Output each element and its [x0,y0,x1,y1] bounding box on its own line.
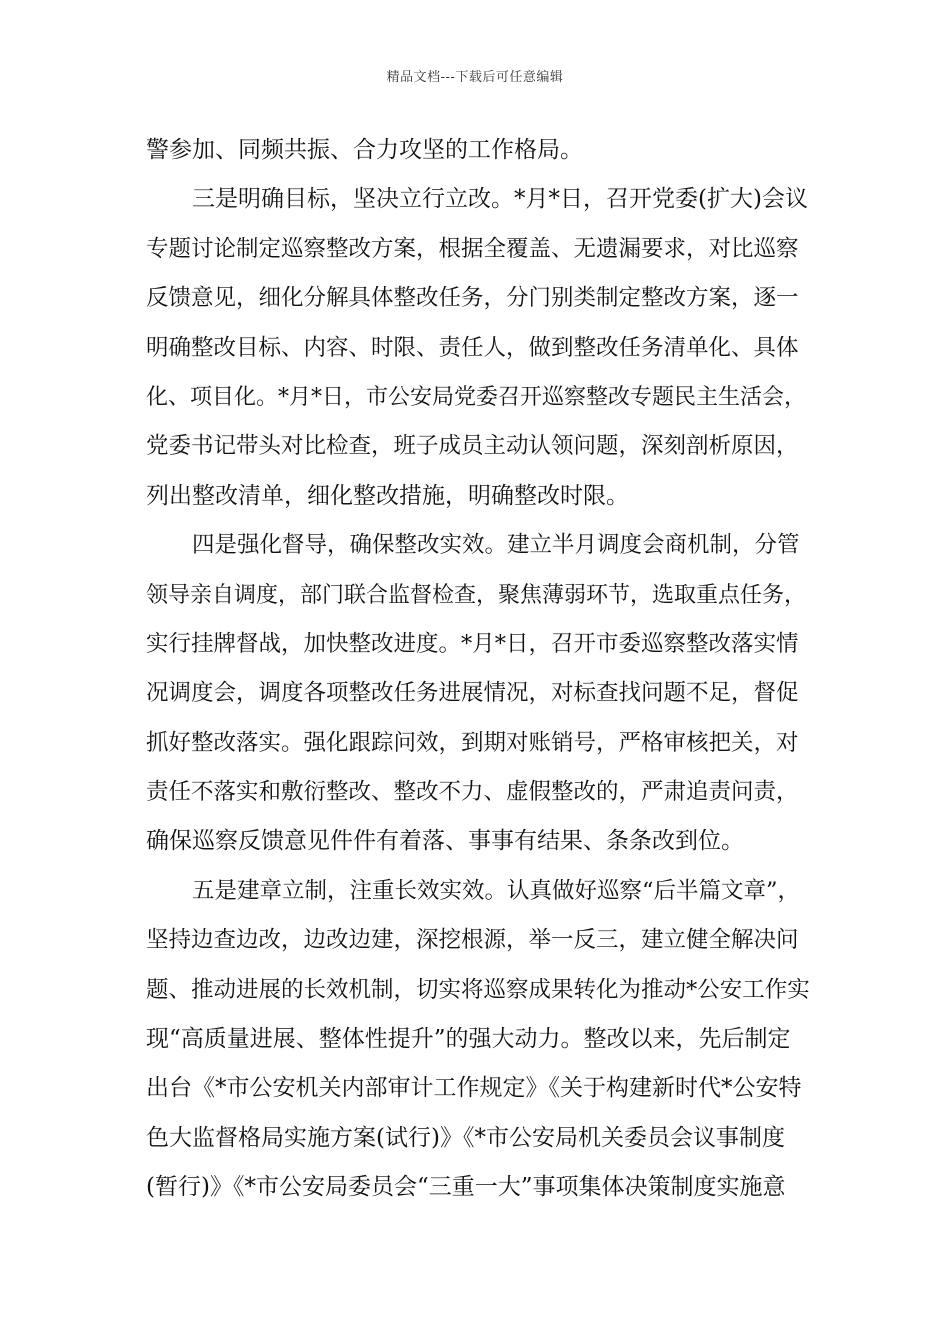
text-line: (暂行)》《*市公安局委员会“三重一大”事项集体决策制度实施意 [146,1174,786,1201]
text-line: 化、项目化。*月*日，市公安局党委召开巡察整改专题民主生活会， [146,384,807,410]
paragraph-first-line: 五是建章立制，注重长效实效。认真做好巡察“后半篇文章”， [192,877,801,904]
text-line: 实行挂牌督战，加快整改进度。*月*日，召开市委巡察整改落实情 [146,630,799,657]
text-line: 现“高质量进展、整体性提升”的强大动力。整改以来，先后制定 [146,1026,791,1053]
text-line: 色大监督格局实施方案(试行)》《*市公安局机关委员会议事制度 [146,1124,785,1151]
text-line: 出台《*市公安机关内部审计工作规定》《关于构建新时代*公安特 [146,1075,802,1102]
text-line: 责任不落实和敷衍整改、整改不力、虚假整改的，严肃追责问责， [146,779,799,806]
text-line: 明确整改目标、内容、时限、责任人，做到整改任务清单化、具体 [146,334,799,361]
text-line: 党委书记带头对比检查，班子成员主动认领问题，深刻剖析原因， [146,433,799,460]
text-line: 专题讨论制定巡察整改方案，根据全覆盖、无遗漏要求，对比巡察 [146,235,799,262]
text-line: 领导亲自调度，部门联合监督检查，聚焦薄弱环节，选取重点任务， [146,582,807,608]
text-line: 况调度会，调度各项整改任务进展情况，对标查找问题不足，督促 [146,680,799,707]
document-body [146,126,812,1213]
text-line: 列出整改清单，细化整改措施，明确整改时限。 [146,482,629,509]
paragraph-first-line: 三是明确目标，坚决立行立改。*月*日，召开党委(扩大)会议 [192,186,808,213]
text-line: 题、推动进展的长效机制，切实将巡察成果转化为推动*公安工作实 [146,976,810,1003]
paragraph-first-line: 四是强化督导，确保整改实效。建立半月调度会商机制，分管 [192,532,800,559]
text-line: 警参加、同频共振、合力攻坚的工作格局。 [146,137,583,163]
text-line: 抓好整改落实。强化跟踪问效，到期对账销号，严格审核把关，对 [146,729,799,756]
page-header: 精品文档---下载后可任意编辑 [386,70,564,85]
text-line: 确保巡察反馈意见件件有着落、事事有结果、条条改到位。 [146,828,744,855]
text-line: 坚持边查边改，边改边建，深挖根源，举一反三，建立健全解决问 [146,927,799,954]
text-line: 反馈意见，细化分解具体整改任务，分门别类制定整改方案，逐一 [146,285,799,312]
